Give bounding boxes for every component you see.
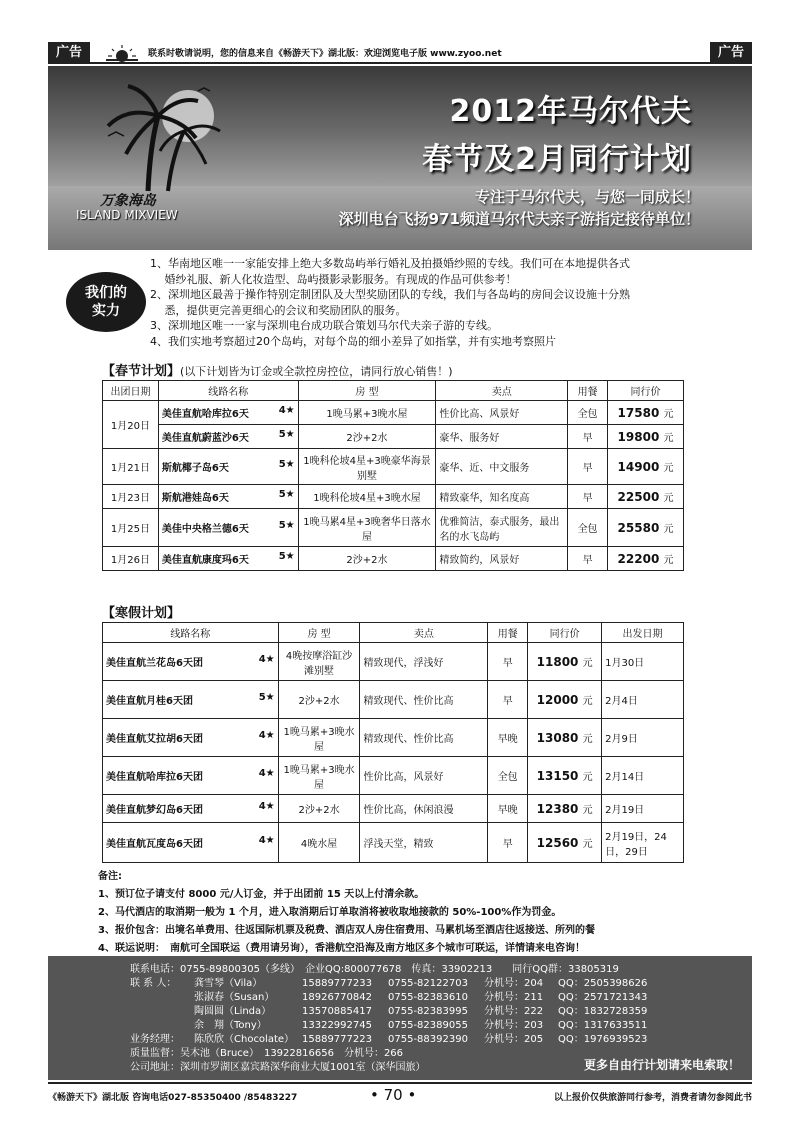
col-header: 卖点 <box>436 381 568 401</box>
table-row <box>103 509 684 547</box>
footer-right: 以上报价仅供旅游同行参考，消费者请勿参阅此书 <box>553 1093 752 1103</box>
selling-cell: 性价比高，风景好 <box>360 757 488 795</box>
contact-person-row: 业务经理： 陈欣欣（Chocolate） 15889777223 0755-88392390 分机号：205 QQ：1976939523 <box>130 1034 648 1045</box>
date-cell: 1月25日 <box>103 509 159 547</box>
room-cell: 1晚马累+3晚水屋 <box>278 719 360 757</box>
table-row <box>103 643 684 681</box>
table-row <box>103 425 684 449</box>
note-item: 1、预订位子请支付 8000 元/人订金，并于出团前 15 天以上付清余款。 <box>98 889 425 900</box>
quality-supervisor: 质量监督：吴木池（Bruce） 13922816656 分机号：266 <box>130 1048 404 1059</box>
contact-person-row: 联 系 人： 龚雪琴（Vila） 15889777233 0755-82122703 分机号：204 QQ：2505398626 <box>130 978 648 989</box>
price-cell: 12000 元 <box>528 681 602 719</box>
winter-plan-table <box>102 622 684 863</box>
depart-date-cell: 2月19日 <box>602 795 684 823</box>
table-row <box>103 719 684 757</box>
meal-cell: 早晚 <box>488 719 528 757</box>
depart-date-cell: 1月30日 <box>602 643 684 681</box>
ad-tag-right: 广告 <box>710 42 752 64</box>
winter-plan-heading <box>102 602 180 621</box>
table-row <box>103 449 684 485</box>
note-item: 2、马代酒店的取消期一般为 1 个月，进入取消期后订单取消将被收取地接款的 50%-100%作为罚金。 <box>98 907 562 918</box>
spring-plan-title: 【春节计划】 <box>102 364 181 379</box>
col-header: 房 型 <box>278 623 360 643</box>
spring-plan-table <box>102 380 684 571</box>
contact-person-row: 张淑春（Susan） 18926770842 0755-82383610 分机号：211 QQ：2571721343 <box>194 992 648 1003</box>
meal-cell: 全包 <box>568 401 608 425</box>
date-cell: 1月23日 <box>103 485 159 509</box>
strength-badge <box>66 272 146 332</box>
strength-item: 2、深圳地区最善于操作特别定制团队及大型奖励团队的专线，我们与各岛屿的房间会议设施十分熟 <box>150 288 630 301</box>
table-row <box>103 401 684 425</box>
price-cell: 17580 元 <box>608 401 684 425</box>
more-plans-note: 更多自由行计划请来电索取！ <box>583 1058 740 1072</box>
room-cell: 4晚水屋 <box>278 823 360 863</box>
route-cell: 美佳直航康度玛6天 5★ <box>158 547 298 571</box>
selling-cell: 豪华、服务好 <box>436 425 568 449</box>
banner-title-line1: 2012年马尔代夫 <box>449 94 692 129</box>
strength-item: 1、华南地区唯一一家能安排上绝大多数岛屿举行婚礼及拍摄婚纱照的专线。我们可在本地提供各式 <box>150 257 630 270</box>
col-header: 线路名称 <box>103 623 279 643</box>
selling-cell: 精致现代，浮浅好 <box>360 643 488 681</box>
meal-cell: 早 <box>488 681 528 719</box>
table-header-row <box>103 381 684 401</box>
route-cell: 美佳中央格兰德6天 5★ <box>158 509 298 547</box>
room-cell: 1晚马累+3晚水屋 <box>298 401 436 425</box>
price-cell: 12560 元 <box>528 823 602 863</box>
route-cell: 斯航椰子岛6天 5★ <box>158 449 298 485</box>
strength-item: 婚纱礼服、新人化妆造型、岛屿摄影录影服务。有现成的作品可供参考！ <box>150 272 517 286</box>
contact-box <box>48 956 752 1080</box>
selling-cell: 精致简约，风景好 <box>436 547 568 571</box>
route-cell: 美佳直航艾拉胡6天团 4★ <box>103 719 279 757</box>
col-header: 同行价 <box>608 381 684 401</box>
meal-cell: 早 <box>568 547 608 571</box>
price-cell: 14900 元 <box>608 449 684 485</box>
room-cell: 2沙+2水 <box>278 795 360 823</box>
depart-date-cell: 2月4日 <box>602 681 684 719</box>
page-footer <box>48 1082 752 1104</box>
col-header: 出发日期 <box>602 623 684 643</box>
date-cell: 1月21日 <box>103 449 159 485</box>
meal-cell: 早 <box>568 449 608 485</box>
meal-cell: 早 <box>488 823 528 863</box>
date-cell: 1月20日 <box>103 401 159 449</box>
depart-date-cell: 2月19日，24日，29日 <box>602 823 684 863</box>
badge-line1: 我们的 <box>85 285 127 301</box>
route-cell: 美佳直航哈库拉6天 4★ <box>158 401 298 425</box>
contact-person-row: 陶圆圆（Linda） 13570885417 0755-82383995 分机号：222 QQ：1832728359 <box>194 1006 648 1017</box>
banner-title-line2: 春节及2月同行计划 <box>422 142 692 177</box>
price-cell: 22500 元 <box>608 485 684 509</box>
route-cell: 美佳直航月桂6天团 5★ <box>103 681 279 719</box>
col-header: 用餐 <box>568 381 608 401</box>
footer-left: 《畅游天下》湖北版 咨询电话027-85350400 /85483227 <box>48 1093 298 1103</box>
header-note: 联系时敬请说明，您的信息来自《畅游天下》湖北版：欢迎浏览电子版 www.zyoo.net <box>148 49 502 59</box>
table-row <box>103 547 684 571</box>
brand-name-en: ISLAND MIXVIEW <box>76 208 178 222</box>
page-number: • 70 • <box>370 1086 417 1104</box>
meal-cell: 全包 <box>488 757 528 795</box>
table-row <box>103 757 684 795</box>
table-row <box>103 681 684 719</box>
room-cell: 1晚马累+3晚水屋 <box>278 757 360 795</box>
meal-cell: 早晚 <box>488 795 528 823</box>
depart-date-cell: 2月9日 <box>602 719 684 757</box>
room-cell: 1晚马累4星+3晚奢华日落水屋 <box>298 509 436 547</box>
price-cell: 13150 元 <box>528 757 602 795</box>
slogan-line1: 专注于马尔代夫，与您一同成长！ <box>474 188 700 206</box>
col-header: 线路名称 <box>158 381 298 401</box>
room-cell: 2沙+2水 <box>278 681 360 719</box>
strength-item: 悉，提供更完善更细心的会议和奖励团队的服务。 <box>150 303 407 317</box>
strength-item: 3、深圳地区唯一一家与深圳电台成功联合策划马尔代夫亲子游的专线。 <box>150 319 498 332</box>
selling-cell: 优雅简洁，泰式服务，最出名的水飞岛屿 <box>436 509 568 547</box>
date-cell: 1月26日 <box>103 547 159 571</box>
badge-line2: 实力 <box>92 303 120 319</box>
room-cell: 4晚按摩浴缸沙滩别墅 <box>278 643 360 681</box>
selling-cell: 精致现代、性价比高 <box>360 681 488 719</box>
route-cell: 美佳直航瓦度岛6天团 4★ <box>103 823 279 863</box>
price-cell: 11800 元 <box>528 643 602 681</box>
table-header-row <box>103 623 684 643</box>
note-item: 3、报价包含：出境名单费用、往返国际机票及税费、酒店双人房住宿费用、马累机场至酒店往返接送、所列的餐 <box>98 925 595 936</box>
selling-cell: 性价比高，休闲浪漫 <box>360 795 488 823</box>
table-row <box>103 795 684 823</box>
notes-section <box>98 868 718 958</box>
selling-cell: 性价比高、风景好 <box>436 401 568 425</box>
table-row <box>103 485 684 509</box>
company-address: 公司地址：深圳市罗湖区嘉宾路深华商业大厦1001室（深华国旅） <box>130 1062 426 1073</box>
table-row <box>103 823 684 863</box>
hero-banner <box>48 66 752 250</box>
meal-cell: 早 <box>568 425 608 449</box>
col-header: 同行价 <box>528 623 602 643</box>
meal-cell: 全包 <box>568 509 608 547</box>
route-cell: 美佳直航蔚蓝沙6天 5★ <box>158 425 298 449</box>
spring-plan-heading <box>102 360 453 379</box>
strength-item: 4、我们实地考察超过20个岛屿，对每个岛的细小差异了如指掌，并有实地考察照片 <box>150 334 556 348</box>
selling-cell: 精致现代、性价比高 <box>360 719 488 757</box>
col-header: 用餐 <box>488 623 528 643</box>
room-cell: 1晚科伦坡4星+3晚水屋 <box>298 485 436 509</box>
note-item: 4、联运说明： 南航可全国联运（费用请另询），香港航空沿海及南方地区多个城市可联运，详情请来电咨询！ <box>98 943 585 954</box>
strengths-list <box>150 256 710 349</box>
ad-tag-left: 广告 <box>48 42 90 64</box>
route-cell: 美佳直航梦幻岛6天团 4★ <box>103 795 279 823</box>
top-bar <box>48 42 752 64</box>
winter-plan-title: 【寒假计划】 <box>102 606 181 621</box>
price-cell: 12380 元 <box>528 795 602 823</box>
route-cell: 斯航港娃岛6天 5★ <box>158 485 298 509</box>
col-header: 出团日期 <box>103 381 159 401</box>
meal-cell: 早 <box>568 485 608 509</box>
notes-title: 备注: <box>98 871 122 882</box>
price-cell: 19800 元 <box>608 425 684 449</box>
price-cell: 13080 元 <box>528 719 602 757</box>
depart-date-cell: 2月14日 <box>602 757 684 795</box>
route-cell: 美佳直航兰花岛6天团 4★ <box>103 643 279 681</box>
slogan-line2: 深圳电台飞扬971频道马尔代夫亲子游指定接待单位！ <box>338 210 700 228</box>
col-header: 卖点 <box>360 623 488 643</box>
selling-cell: 精致豪华，知名度高 <box>436 485 568 509</box>
meal-cell: 早 <box>488 643 528 681</box>
selling-cell: 浮浅天堂，精致 <box>360 823 488 863</box>
price-cell: 25580 元 <box>608 509 684 547</box>
selling-cell: 豪华、近、中文服务 <box>436 449 568 485</box>
col-header: 房 型 <box>298 381 436 401</box>
palm-island-icon <box>88 76 228 196</box>
room-cell: 1晚科伦坡4星+3晚豪华海景别墅 <box>298 449 436 485</box>
room-cell: 2沙+2水 <box>298 425 436 449</box>
room-cell: 2沙+2水 <box>298 547 436 571</box>
sun-logo-icon <box>104 44 140 62</box>
contact-person-row: 余 翔（Tony） 13322992745 0755-82389055 分机号：203 QQ：1317633511 <box>194 1020 648 1031</box>
spring-plan-subtitle: (以下计划皆为订金或全款控房控位，请同行放心销售！) <box>180 365 453 378</box>
price-cell: 22200 元 <box>608 547 684 571</box>
route-cell: 美佳直航哈库拉6天团 4★ <box>103 757 279 795</box>
contact-phone-line: 联系电话：0755-89800305（多线） 企业QQ:800077678 传真：33902213 同行QQ群：33805319 <box>130 964 619 975</box>
brand-name-cn: 万象海岛 <box>100 193 156 209</box>
